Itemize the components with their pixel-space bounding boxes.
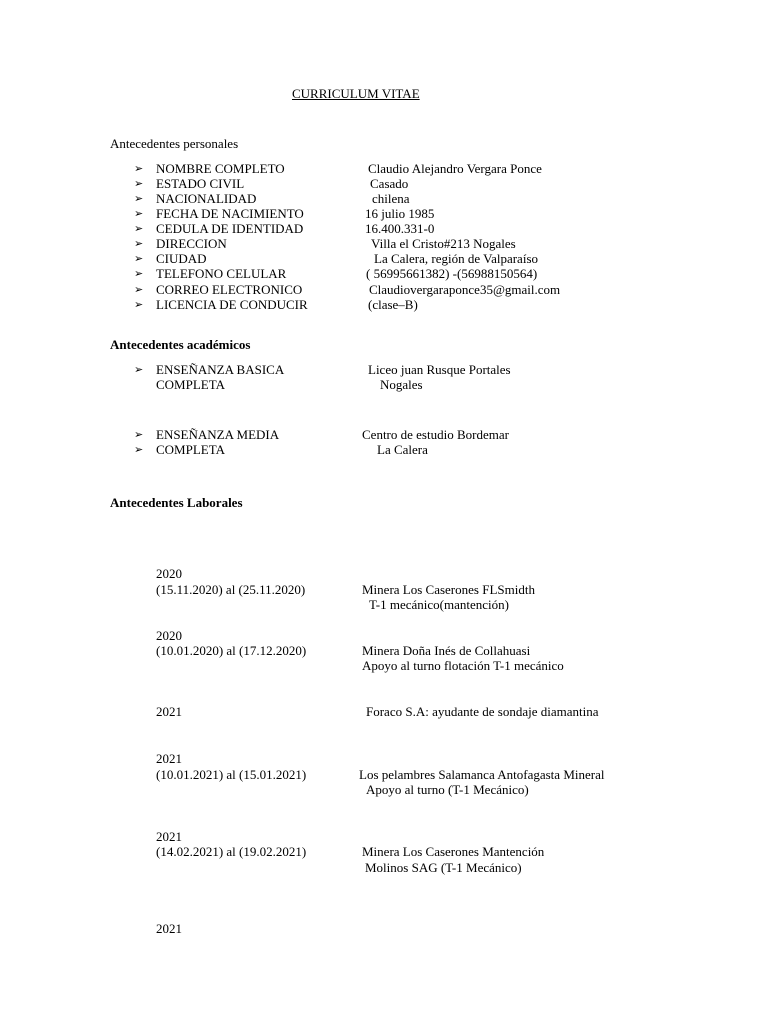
bullet-icon: ➢ bbox=[134, 192, 144, 205]
work-dates: (14.02.2021) al (19.02.2021) bbox=[156, 844, 307, 859]
work-dates: (15.11.2020) al (25.11.2020) bbox=[156, 582, 306, 597]
bullet-icon: ➢ bbox=[134, 283, 144, 296]
work-year: 2021 bbox=[156, 921, 182, 936]
bullet-icon: ➢ bbox=[134, 252, 144, 265]
work-role: Molinos SAG (T-1 Mecánico) bbox=[365, 860, 522, 875]
media-label-completa: COMPLETA bbox=[156, 442, 226, 457]
work-year: 2020 bbox=[156, 628, 182, 643]
bullet-icon: ➢ bbox=[134, 443, 144, 456]
field-value-licencia: (clase–B) bbox=[368, 297, 418, 312]
field-label-cedula: CEDULA DE IDENTIDAD bbox=[156, 221, 304, 236]
basica-label-completa: COMPLETA bbox=[156, 377, 226, 392]
field-label-licencia: LICENCIA DE CONDUCIR bbox=[156, 297, 308, 312]
media-school: Centro de estudio Bordemar bbox=[362, 427, 509, 442]
basica-label: ENSEÑANZA BASICA bbox=[156, 362, 285, 377]
field-value-estado-civil: Casado bbox=[370, 176, 409, 191]
work-role: Apoyo al turno flotación T-1 mecánico bbox=[362, 658, 564, 673]
work-role: T-1 mecánico(mantención) bbox=[369, 597, 509, 612]
field-value-ciudad: La Calera, región de Valparaíso bbox=[374, 251, 538, 266]
work-dates: (10.01.2021) al (15.01.2021) bbox=[156, 767, 307, 782]
field-label-fecha-nacimiento: FECHA DE NACIMIENTO bbox=[156, 206, 304, 221]
work-year: 2020 bbox=[156, 566, 182, 581]
bullet-icon: ➢ bbox=[134, 298, 144, 311]
field-value-direccion: Villa el Cristo#213 Nogales bbox=[371, 236, 516, 251]
field-label-telefono: TELEFONO CELULAR bbox=[156, 266, 287, 281]
bullet-icon: ➢ bbox=[134, 222, 144, 235]
bullet-icon: ➢ bbox=[134, 177, 144, 190]
work-company: Minera Los Caserones FLSmidth bbox=[362, 582, 535, 597]
media-city: La Calera bbox=[377, 442, 428, 457]
field-label-nacionalidad: NACIONALIDAD bbox=[156, 191, 257, 206]
document-title: CURRICULUM VITAE bbox=[292, 86, 420, 101]
field-value-nacionalidad: chilena bbox=[372, 191, 410, 206]
field-value-nombre: Claudio Alejandro Vergara Ponce bbox=[368, 161, 542, 176]
bullet-icon: ➢ bbox=[134, 162, 144, 175]
work-company: Minera Los Caserones Mantención bbox=[362, 844, 545, 859]
field-label-ciudad: CIUDAD bbox=[156, 251, 207, 266]
field-value-telefono: ( 56995661382) -(56988150564) bbox=[366, 266, 538, 281]
field-label-direccion: DIRECCION bbox=[156, 236, 227, 251]
field-label-correo: CORREO ELECTRONICO bbox=[156, 282, 303, 297]
work-year: 2021 bbox=[156, 704, 182, 719]
work-company: Foraco S.A: ayudante de sondaje diamantina bbox=[366, 704, 599, 719]
bullet-icon: ➢ bbox=[134, 237, 144, 250]
personal-heading: Antecedentes personales bbox=[110, 136, 239, 151]
work-dates: (10.01.2020) al (17.12.2020) bbox=[156, 643, 307, 658]
field-label-nombre: NOMBRE COMPLETO bbox=[156, 161, 285, 176]
bullet-icon: ➢ bbox=[134, 267, 144, 280]
media-label: ENSEÑANZA MEDIA bbox=[156, 427, 280, 442]
academic-heading: Antecedentes académicos bbox=[110, 337, 251, 352]
work-year: 2021 bbox=[156, 751, 182, 766]
work-company: Minera Doña Inés de Collahuasi bbox=[362, 643, 531, 658]
field-label-estado-civil: ESTADO CIVIL bbox=[156, 176, 245, 191]
bullet-icon: ➢ bbox=[134, 363, 144, 376]
field-value-correo: Claudiovergaraponce35@gmail.com bbox=[369, 282, 561, 297]
bullet-icon: ➢ bbox=[134, 428, 144, 441]
field-value-fecha-nacimiento: 16 julio 1985 bbox=[365, 206, 435, 221]
work-company: Los pelambres Salamanca Antofagasta Mineral bbox=[359, 767, 605, 782]
basica-school: Liceo juan Rusque Portales bbox=[368, 362, 511, 377]
basica-city: Nogales bbox=[380, 377, 423, 392]
bullet-icon: ➢ bbox=[134, 207, 144, 220]
work-year: 2021 bbox=[156, 829, 182, 844]
field-value-cedula: 16.400.331-0 bbox=[365, 221, 435, 236]
work-role: Apoyo al turno (T-1 Mecánico) bbox=[366, 782, 529, 797]
work-heading: Antecedentes Laborales bbox=[110, 495, 243, 510]
